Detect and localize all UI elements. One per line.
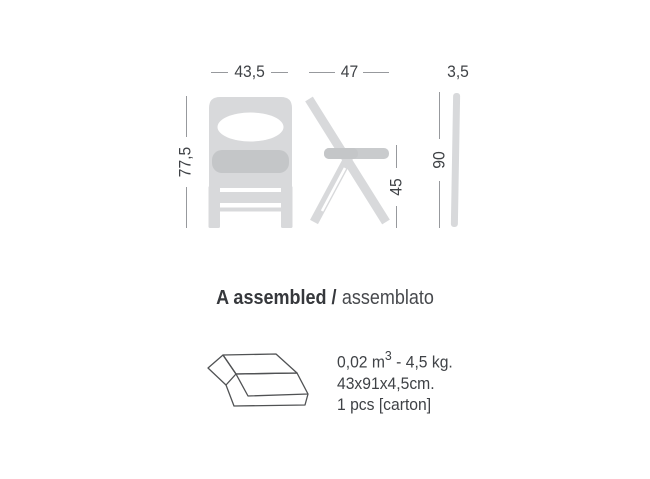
section-title bbox=[0, 287, 650, 310]
dimension-value: 77,5 bbox=[176, 146, 195, 178]
dimension-value: 90 bbox=[428, 151, 448, 169]
dimension-line bbox=[186, 96, 187, 137]
packaging-quantity: 1 pcs [carton] bbox=[337, 395, 432, 414]
dimension-value: 47 bbox=[340, 62, 358, 81]
dimension-value: 43,5 bbox=[234, 62, 265, 81]
dimension-line bbox=[309, 72, 335, 73]
dim-front-height bbox=[176, 96, 196, 228]
section-title-primary: A assembled / bbox=[216, 287, 337, 309]
dimension-line bbox=[439, 181, 440, 228]
dim-folded-thickness: 3,5 bbox=[447, 62, 469, 81]
dimension-line bbox=[396, 145, 397, 168]
dimension-value: 45 bbox=[385, 177, 405, 196]
packaging-specs bbox=[337, 346, 453, 416]
dimension-line bbox=[439, 92, 440, 139]
dimension-line bbox=[186, 187, 187, 228]
section-title-secondary: assemblato bbox=[341, 287, 434, 309]
dimension-line bbox=[363, 72, 389, 73]
dimension-line bbox=[211, 72, 228, 73]
volume-exponent: 3 bbox=[384, 348, 392, 363]
weight-value: - 4,5 kg. bbox=[391, 353, 453, 372]
dimension-line bbox=[396, 206, 397, 229]
carton-box-icon bbox=[204, 349, 309, 416]
dim-front-width bbox=[211, 63, 288, 81]
volume-value: 0,02 m bbox=[337, 353, 385, 372]
dimension-line bbox=[271, 72, 288, 73]
dim-folded-height bbox=[429, 92, 449, 228]
front-view-chair-icon bbox=[208, 96, 293, 233]
dim-side-depth bbox=[309, 63, 389, 81]
side-view-chair-icon bbox=[301, 96, 393, 233]
folded-chair-icon bbox=[451, 93, 460, 227]
packaging-carton-size: 43x91x4,5cm. bbox=[337, 374, 435, 393]
packaging-volume-weight bbox=[337, 346, 453, 374]
